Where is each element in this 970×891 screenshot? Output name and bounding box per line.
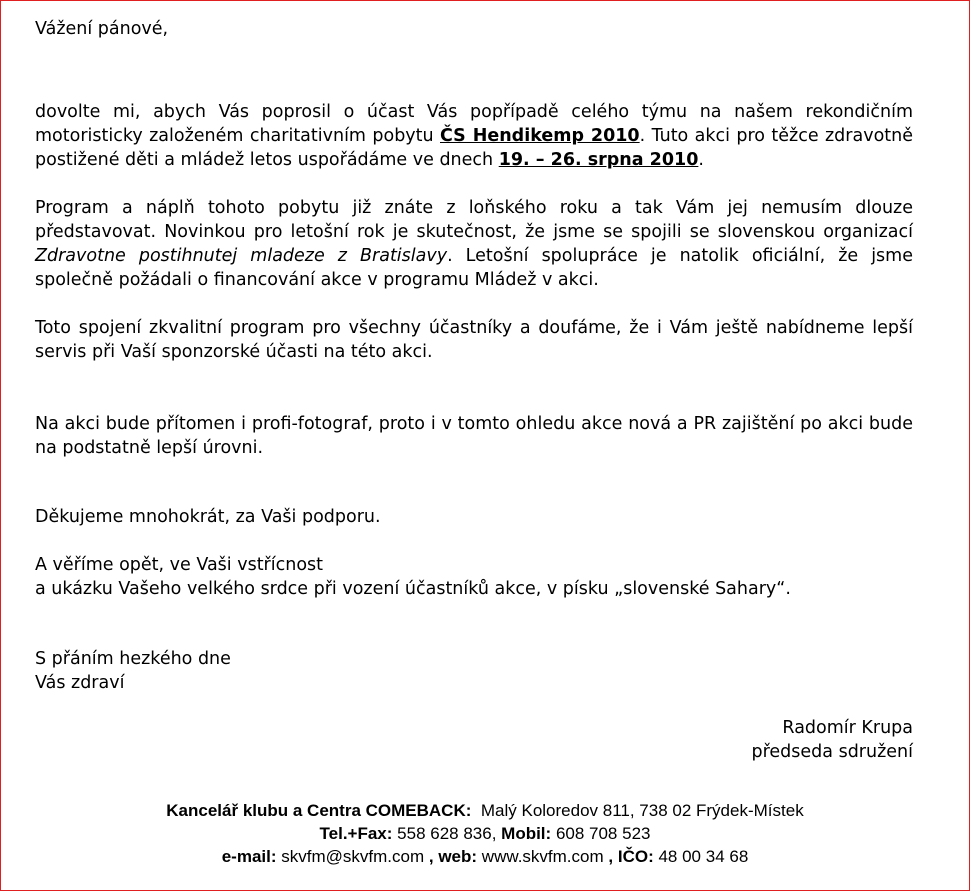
footer-phone-line xyxy=(0,822,970,845)
email-value: skvfm@skvfm.com xyxy=(281,847,425,866)
paragraph-hope xyxy=(35,553,913,601)
tel-value: 558 628 836, xyxy=(397,824,497,843)
closing xyxy=(35,647,913,695)
event-name: ČS Hendikemp 2010 xyxy=(440,126,640,146)
paragraph-invitation xyxy=(35,100,913,172)
paragraph-program xyxy=(35,196,913,292)
letter-body xyxy=(35,17,913,764)
ico-label: IČO: xyxy=(617,847,654,866)
ico-value: 48 00 34 68 xyxy=(658,847,749,866)
paragraph-cooperation: Toto spojení zkvalitní program pro všechny účastníky a doufáme, že i Vám ještě nabídneme lepší servis při Vaší sponzorské účasti na této akci. xyxy=(35,318,913,362)
hope-line-1: A věříme opět, ve Vaši vstřícnost xyxy=(35,555,324,575)
signature-name: Radomír Krupa xyxy=(782,718,913,738)
paragraph-thanks: Děkujeme mnohokrát, za Vaši podporu. xyxy=(35,507,381,527)
invitation-text-a: dovolte mi, abych Vás poprosil o účast Vás popřípadě celého týmu na našem rekondičním motoristicky založeném charitativním pobytu xyxy=(35,102,913,146)
letterhead-footer xyxy=(0,799,970,868)
separator-2: , xyxy=(608,847,614,866)
program-text-a: Program a náplň tohoto pobytu již znáte z loňského roku a tak Vám jej nemusím dlouze představovat. Novinkou pro letošní rok je skutečnost, že jsme se spojili se slovenskou organizací xyxy=(35,198,913,242)
footer-contact-line xyxy=(0,845,970,868)
email-label: e-mail: xyxy=(221,847,277,866)
paragraph-photographer: Na akci bude přítomen i profi-fotograf, proto i v tomto ohledu akce nová a PR zajištění po akci bude na podstatně lepší úrovni. xyxy=(35,414,913,458)
signature-role: předseda sdružení xyxy=(751,742,913,762)
partner-organization: Zdravotne postihnutej mladeze z Bratislavy xyxy=(35,246,448,266)
web-label: web: xyxy=(438,847,478,866)
signature-block xyxy=(35,716,913,764)
hope-line-2: a ukázku Vašeho velkého srdce při vození účastníků akce, v písku „slovenské Sahary“. xyxy=(35,579,791,599)
closing-line-2: Vás zdraví xyxy=(35,673,125,693)
office-label: Kancelář klubu a Centra COMEBACK: xyxy=(166,801,472,820)
mobil-label: Mobil: xyxy=(501,824,552,843)
event-dates: 19. – 26. srpna 2010 xyxy=(498,150,699,170)
tel-label: Tel.+Fax: xyxy=(319,824,393,843)
mobil-value: 608 708 523 xyxy=(555,824,651,843)
footer-address-line xyxy=(0,799,970,822)
office-address: Malý Koloredov 811, 738 02 Frýdek-Místek xyxy=(480,801,804,820)
web-value: www.skvfm.com xyxy=(481,847,604,866)
closing-line-1: S přáním hezkého dne xyxy=(35,649,231,669)
salutation: Vážení pánové, xyxy=(35,19,169,39)
program-text-b: . Letošní spolupráce je natolik oficiální, že jsme společně požádali o financování akce v programu Mládež v akci. xyxy=(35,246,913,290)
separator-1: , xyxy=(428,847,434,866)
invitation-text-c: . xyxy=(698,150,704,170)
invitation-text-b: . Tuto akci pro těžce zdravotně postižené děti a mládež letos uspořádáme ve dnech xyxy=(35,126,913,170)
